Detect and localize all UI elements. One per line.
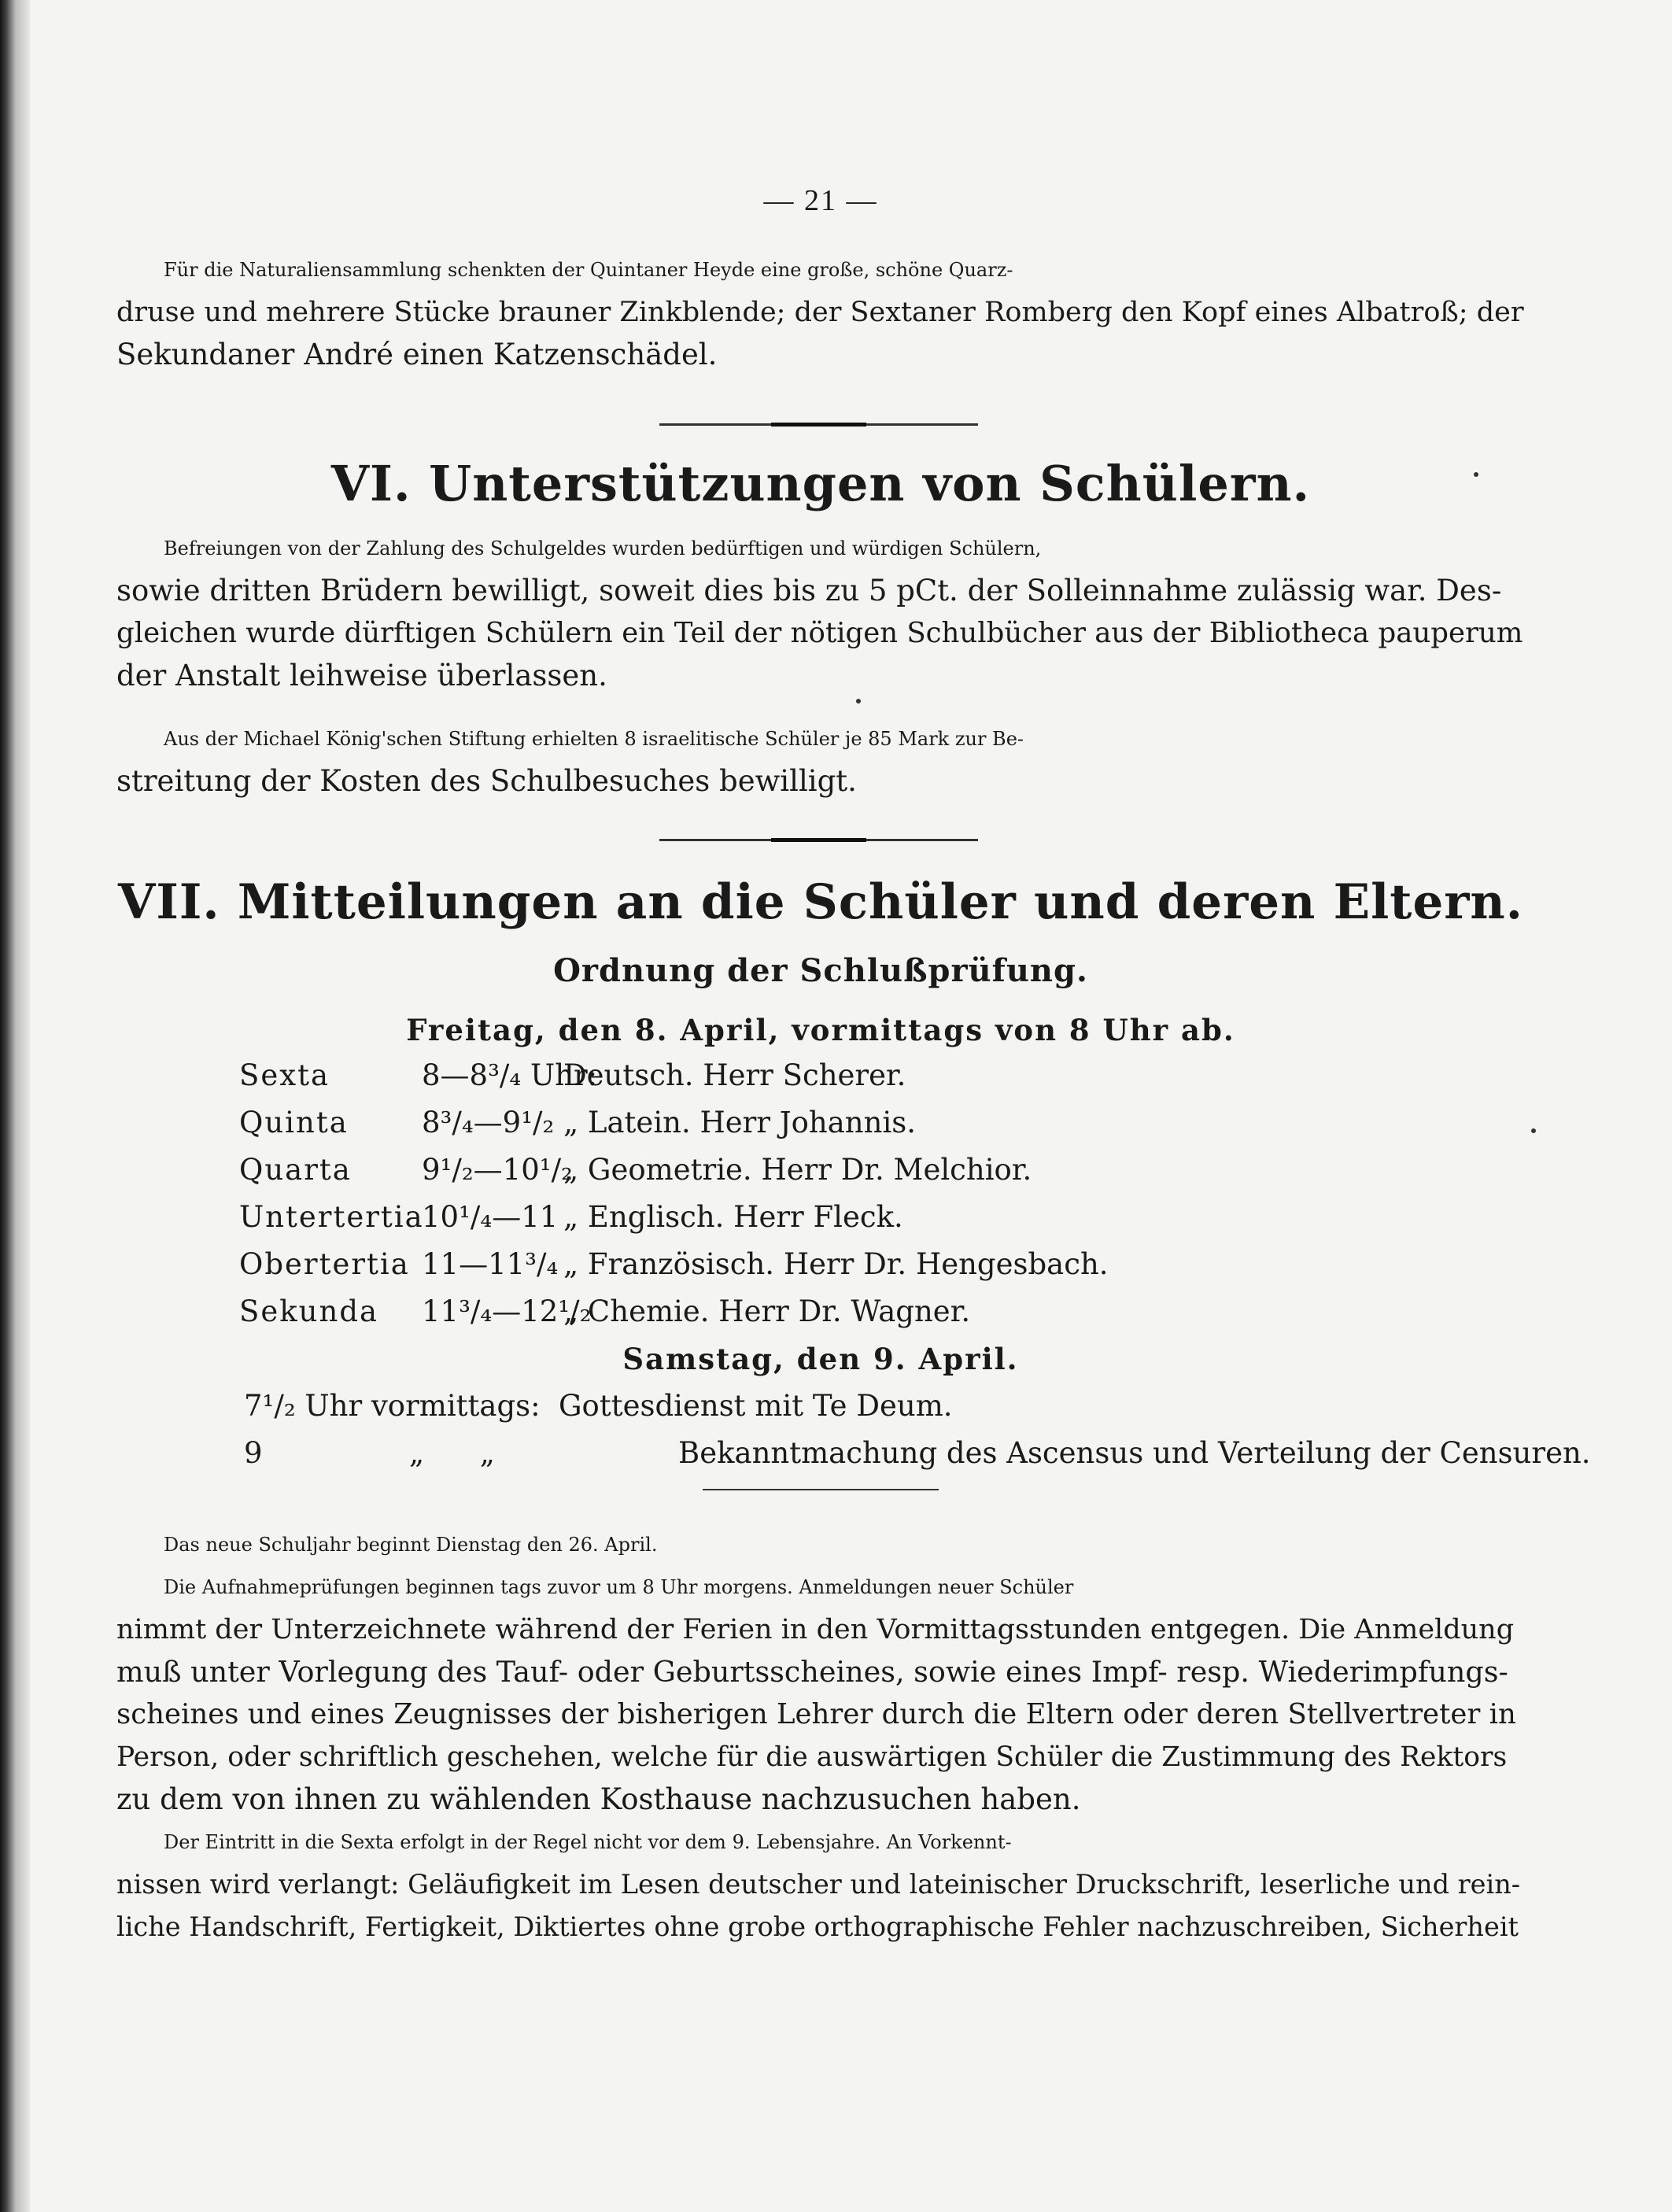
section-vii-subheading: Ordnung der Schlußprüfung. [553,952,1088,989]
section-vi-heading: VI. Unterstützungen von Schülern. [330,455,1311,512]
text-line: gleichen wurde dürftigen Schülern ein Teil der nötigen Schulbücher aus der Bibliotheca pauperum [116,617,1523,649]
schedule-subject: „ Englisch. Herr Fleck. [563,1200,903,1234]
admission-paragraph [116,1566,1525,1821]
section-divider [659,839,978,841]
schedule-class: Obertertia [239,1247,410,1281]
text-line: sowie dritten Brüdern bewilligt, soweit dies bis zu 5 pCt. der Solleinnahme zulässig war. Des- [116,574,1502,607]
binding-shadow [0,0,30,2212]
text-line: Für die Naturaliensammlung schenkten der Quintaner Heyde eine große, schöne Quarz- [164,259,1013,281]
schedule-time: 10¹/₄—11 [422,1200,559,1234]
sexta-paragraph [116,1821,1525,1948]
text-line: Das neue Schuljahr beginnt Dienstag den 26. April. [164,1534,658,1556]
text-line: nissen wird verlangt: Geläufigkeit im Lesen deutscher und lateinischer Druckschrift, leserliche und rein- [116,1869,1521,1900]
schedule-time: 8³/₄—9¹/₂ [422,1106,555,1139]
section-divider [659,423,978,426]
text-line: muß unter Vorlegung des Tauf- oder Geburtsscheines, sowie eines Impf- resp. Wiederimpfungs- [116,1655,1508,1689]
schedule-subject: Bekanntmachung des Ascensus und Verteilung der Censuren. [678,1436,1591,1470]
schedule-class: Sexta [239,1058,330,1092]
saturday-title: Samstag, den 9. April. [622,1342,1019,1376]
schedule-class: Untertertia [239,1200,424,1234]
text-line: der Anstalt leihweise überlassen. [116,659,607,692]
text-line: streitung der Kosten des Schulbesuches bewilligt. [116,764,857,798]
schedule-subject: „ Latein. Herr Johannis. [563,1106,917,1139]
schedule-class: Quinta [239,1106,349,1139]
print-speck [856,699,861,703]
text-line: nimmt der Unterzeichnete während der Ferien in den Vormittagsstunden entgegen. Die Anmeldung [116,1614,1515,1645]
short-divider [703,1489,939,1490]
schedule-time: 9 [244,1436,263,1470]
schedule-subject: Deutsch. Herr Scherer. [563,1058,906,1092]
text-line: Der Eintritt in die Sexta erfolgt in der Regel nicht vor dem 9. Lebensjahre. An Vorkennt- [164,1831,1012,1853]
ditto-marks: „ „ [409,1436,495,1470]
text-line: Person, oder schriftlich geschehen, welche für die auswärtigen Schüler die Zustimmung des Rektors [116,1741,1508,1773]
schedule-time: 9¹/₂—10¹/₂ [422,1153,573,1187]
schedule-subject: Gottesdienst mit Te Deum. [559,1389,953,1423]
text-line: Sekundaner André einen Katzenschädel. [116,338,718,371]
text-line: zu dem von ihnen zu wählenden Kosthause nachzusuchen haben. [116,1782,1081,1816]
section-vii-heading: VII. Mitteilungen an die Schüler und deren Eltern. [117,874,1524,930]
schedule-time: 11—11³/₄ [422,1247,559,1281]
schedule-subject: „ Chemie. Herr Dr. Wagner. [563,1294,971,1328]
text-line: druse und mehrere Stücke brauner Zinkblende; der Sextaner Romberg den Kopf eines Albatroß; der [116,297,1524,328]
text-line: Aus der Michael König'schen Stiftung erhielten 8 israelitische Schüler je 85 Mark zur Be- [164,728,1024,750]
schedule-time: 8—8³/₄ Uhr: [422,1058,598,1092]
text-line: liche Handschrift, Fertigkeit, Diktiertes ohne grobe orthographische Fehler nachzuschreiben, Sicherheit [116,1911,1519,1942]
section-vi-paragraph-1 [116,527,1525,697]
section-vi-paragraph-2 [116,718,1525,803]
schedule-time: 11³/₄—12¹/₂ [422,1294,592,1328]
friday-title: Freitag, den 8. April, vormittags von 8 Uhr ab. [406,1013,1235,1047]
schedule-class: Sekunda [239,1294,379,1328]
schedule-class: Quarta [239,1153,352,1187]
schedule-subject: „ Geometrie. Herr Dr. Melchior. [563,1153,1032,1187]
intro-paragraph [116,249,1525,376]
print-speck [1531,1128,1536,1133]
print-speck [1474,472,1478,477]
text-line: Befreiungen von der Zahlung des Schulgeldes wurden bedürftigen und würdigen Schülern, [164,537,1042,559]
new-year-paragraph [116,1523,1525,1566]
schedule-subject: „ Französisch. Herr Dr. Hengesbach. [563,1247,1109,1281]
page-number: — 21 — [763,184,878,217]
schedule-time: 7¹/₂ Uhr vormittags: [244,1389,541,1423]
text-line: scheines und eines Zeugnisses der bisherigen Lehrer durch die Eltern oder deren Stellvertreter in [116,1698,1516,1730]
text-line: Die Aufnahmeprüfungen beginnen tags zuvor um 8 Uhr morgens. Anmeldungen neuer Schüler [164,1576,1074,1598]
